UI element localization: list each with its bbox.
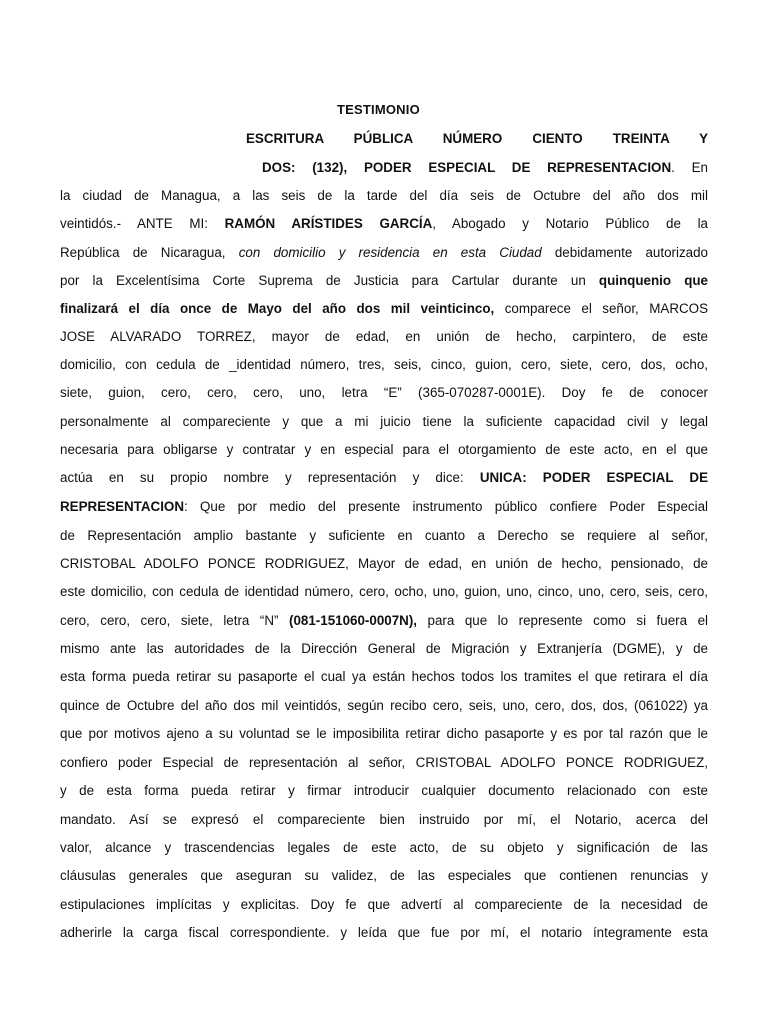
text-line (60, 498, 708, 516)
text-run: estipulaciones implícitas y explicitas. Doy fe que advertí al compareciente de la necesidad de (60, 897, 708, 912)
text-run: comparece el señor, MARCOS (494, 301, 708, 316)
text-line (60, 697, 708, 715)
text-line (60, 668, 708, 686)
text-run: JOSE ALVARADO TORREZ, mayor de edad, en unión de hecho, carpintero, de este (60, 329, 708, 344)
text-line (60, 867, 708, 885)
text-run: actúa en su propio nombre y representación y dice: (60, 470, 480, 485)
text-run: cláusulas generales que aseguran su validez, de las especiales que contienen renuncias y (60, 868, 708, 883)
text-run: adherirle la carga fiscal correspondiente. y leída que fue por mí, el notario íntegramente esta (60, 925, 708, 940)
text-line (246, 130, 708, 148)
text-run: que por motivos ajeno a su voluntad se le imposibilita retirar dicho pasaporte y es por tal razón que le (60, 726, 708, 741)
text-run: debidamente autorizado (541, 245, 708, 260)
text-run: mandato. Así se expresó el compareciente bien instruido por mí, el Notario, acerca del (60, 812, 708, 827)
text-run: valor, alcance y trascendencias legales de este acto, de su objeto y significación de las (60, 840, 708, 855)
text-line (60, 215, 708, 233)
text-run: esta forma pueda retirar su pasaporte el cual ya están hechos todos los tramites el que retirara el día (60, 669, 708, 684)
text-line (60, 187, 708, 205)
text-line (60, 924, 708, 942)
document-title: TESTIMONIO (337, 102, 420, 117)
text-run: cero, cero, cero, siete, letra “N” (60, 613, 289, 628)
text-line (60, 356, 708, 374)
text-line (60, 384, 708, 402)
bold-text: REPRESENTACION (60, 499, 184, 514)
text-run: quince de Octubre del año dos mil veintidós, según recibo cero, seis, uno, cero, dos, dos, (061022) ya (60, 698, 708, 713)
text-run: personalmente al compareciente y que a mi juicio tiene la suficiente capacidad civil y legal (60, 414, 708, 429)
text-line (60, 754, 708, 772)
bold-text: UNICA: PODER ESPECIAL DE (479, 470, 708, 485)
text-line (60, 441, 708, 459)
text-run: este domicilio, con cedula de identidad número, cero, ocho, uno, guion, uno, cinco, uno, cero, seis, cero, (60, 584, 708, 599)
text-line (60, 612, 708, 630)
bold-text: ESCRITURA PÚBLICA NÚMERO CIENTO TREINTA Y (246, 131, 708, 146)
text-run: CRISTOBAL ADOLFO PONCE RODRIGUEZ, Mayor de edad, en unión de hecho, pensionado, de (60, 556, 708, 571)
text-line (60, 782, 708, 800)
text-run: República de Nicaragua, (60, 245, 239, 260)
text-run: siete, guion, cero, cero, cero, uno, letra “E” (365-070287-0001E). Doy fe de conocer (60, 385, 708, 400)
text-run: necesaria para obligarse y contratar y en especial para el otorgamiento de este acto, en el que (60, 442, 708, 457)
text-line (60, 244, 708, 262)
text-line (60, 328, 708, 346)
text-run: para que lo represente como si fuera el (417, 613, 708, 628)
text-run: y de esta forma pueda retirar y firmar introducir cualquier documento relacionado con este (60, 783, 708, 798)
bold-text: quinquenio que (598, 273, 708, 288)
text-run: . En (671, 160, 708, 175)
text-line (60, 272, 708, 290)
italic-text: con domicilio y residencia en esta Ciudad (238, 245, 542, 260)
text-run: : Que por medio del presente instrumento público confiere Poder Especial (184, 499, 708, 514)
text-line (60, 469, 708, 487)
text-run: mismo ante las autoridades de la Dirección General de Migración y Extranjería (DGME), y de (60, 641, 708, 656)
text-run: por la Excelentísima Corte Suprema de Justicia para Cartular durante un (60, 273, 599, 288)
text-line (60, 527, 708, 545)
text-line (60, 640, 708, 658)
text-run: , Abogado y Notario Público de la (432, 216, 708, 231)
text-line (60, 725, 708, 743)
bold-text: (081-151060-0007N), (288, 613, 418, 628)
text-line (60, 555, 708, 573)
text-run: veintidós.- ANTE MI: (60, 216, 225, 231)
bold-text: finalizará el día once de Mayo del año dos mil veinticinco, (60, 301, 495, 316)
text-line (60, 413, 708, 431)
text-line (60, 811, 708, 829)
text-run: la ciudad de Managua, a las seis de la tarde del día seis de Octubre del año dos mil (60, 188, 708, 203)
bold-text: RAMÓN ARÍSTIDES GARCÍA (224, 216, 433, 231)
text-line (60, 839, 708, 857)
text-line (262, 159, 708, 177)
text-run: domicilio, con cedula de _identidad número, tres, seis, cinco, guion, cero, siete, cero, dos, ocho, (60, 357, 708, 372)
text-line (60, 896, 708, 914)
bold-text: DOS: (132), PODER ESPECIAL DE REPRESENTACION (262, 160, 672, 175)
text-run: de Representación amplio bastante y suficiente en cuanto a Derecho se requiere al señor, (60, 528, 708, 543)
text-line (60, 583, 708, 601)
text-line (60, 300, 708, 318)
text-run: confiero poder Especial de representación al señor, CRISTOBAL ADOLFO PONCE RODRIGUEZ, (60, 755, 708, 770)
